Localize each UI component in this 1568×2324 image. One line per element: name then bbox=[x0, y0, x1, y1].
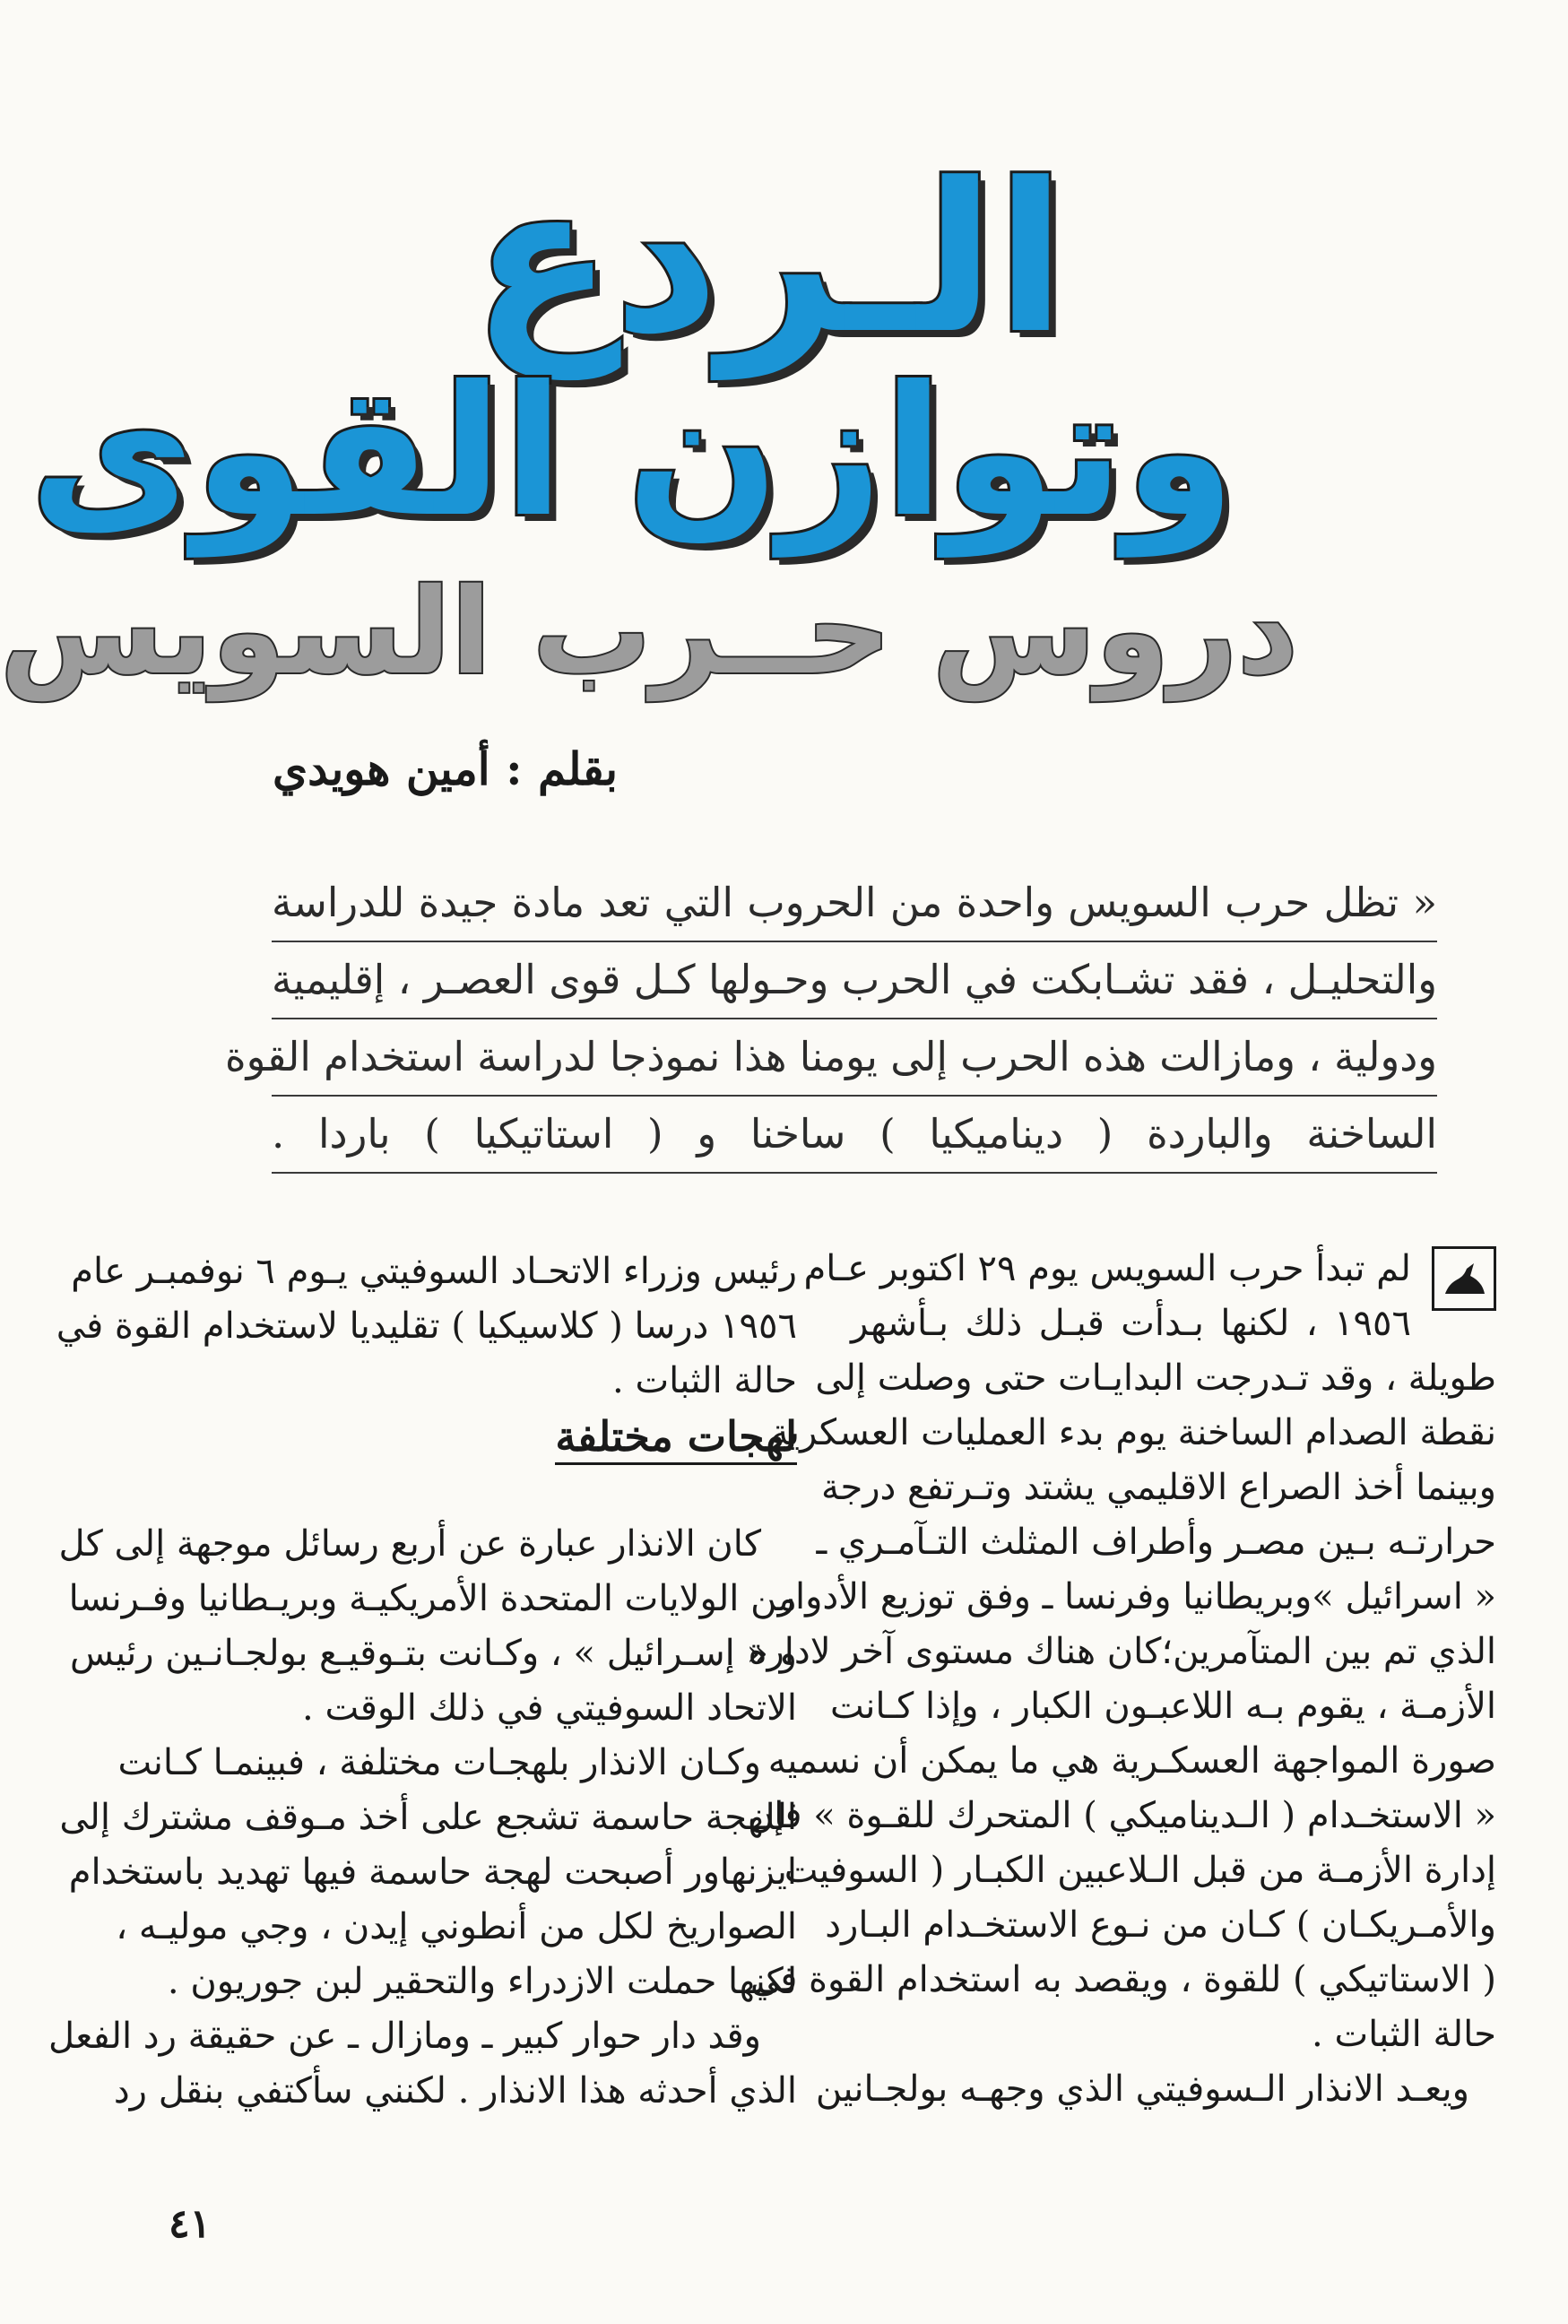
title-line-2: وتوازن القوى bbox=[29, 348, 1235, 557]
text-line: وكـان الانذار بلهجـات مختلفة ، فبينمـا كـانت bbox=[117, 1742, 761, 1783]
text-line: الصواريخ لكل من أنطوني إيدن ، وجي موليـه ، bbox=[116, 1906, 797, 1947]
text-line: الاتحاد السوفيتي في ذلك الوقت . bbox=[302, 1687, 797, 1729]
left-column-bottom bbox=[48, 1517, 797, 2119]
section-subheading: لهجات مختلفة bbox=[555, 1412, 797, 1465]
text-line: ١٩٥٦ ، لكنها بـدأت قبـل ذلك بـأشهر bbox=[851, 1303, 1411, 1344]
intro-line: الساخنة والباردة ( ديناميكيا ) ساخنا و ( استاتيكيا ) باردا . bbox=[272, 1097, 1437, 1174]
title-line-1: الـردع bbox=[472, 140, 1067, 379]
text-line: « الاستخـدام ( الـديناميكي ) المتحرك للقـوة » فإن bbox=[747, 1795, 1496, 1836]
text-line: ويعـد الانذار الـسوفيتي الذي وجهـه بولجـانين bbox=[815, 2068, 1469, 2110]
text-line: الذي تم بين المتآمرين؛كان هناك مستوى آخر لادارة bbox=[748, 1631, 1496, 1672]
text-line: حالة الثبات . bbox=[1312, 2014, 1496, 2055]
intro-line: والتحليـل ، فقد تشـابكت في الحرب وحـولها كـل قوى العصـر ، إقليمية bbox=[272, 942, 1437, 1019]
text-line: ( الاستاتيكي ) للقوة ، ويقصد به استخدام القوة في bbox=[749, 1959, 1496, 2000]
text-line: حالة الثبات . bbox=[612, 1360, 797, 1401]
text-line: لم تبدأ حرب السويس يوم ٢٩ اكتوبر عـام bbox=[803, 1248, 1411, 1289]
text-line: من الولايات المتحدة الأمريكيـة وبريـطانيا وفـرنسا bbox=[68, 1578, 797, 1619]
text-line: وقد دار حوار كبير ـ ومازال ـ عن حقيقة رد الفعل bbox=[48, 2016, 761, 2057]
page-number: ٤١ bbox=[169, 2201, 212, 2247]
text-line: صورة المواجهة العسكـرية هي ما يمكن أن نسميه bbox=[767, 1740, 1496, 1782]
text-line: الذي أحدثه هذا الانذار . لكنني سأكتفي بنقل رد bbox=[113, 2070, 797, 2112]
text-line: نقطة الصدام الساخنة يوم بدء العمليات العسكرية ، bbox=[747, 1412, 1496, 1453]
intro-line: « تظل حرب السويس واحدة من الحروب التي تعد مادة جيدة للدراسة bbox=[272, 865, 1437, 942]
text-line: رئيس وزراء الاتحـاد السوفيتي يـوم ٦ نوفمبـر عام bbox=[71, 1251, 797, 1292]
text-line: لكنها حملت الازدراء والتحقير لبن جوريون . bbox=[167, 1961, 797, 2002]
text-line: ١٩٥٦ درسا ( كلاسيكيا ) تقليديا لاستخدام القوة في bbox=[56, 1305, 797, 1347]
text-line: حرارتـه بـين مصـر وأطراف المثلث التـآمـري ـ bbox=[816, 1522, 1496, 1563]
left-column-top bbox=[56, 1244, 797, 1409]
text-line: الأزمـة ، يقوم بـه اللاعبـون الكبار ، وإذا كـانت bbox=[829, 1686, 1496, 1727]
text-line: و « إسـرائيل » ، وكـانت بتـوقيـع بولجـانـين رئيس bbox=[70, 1633, 797, 1674]
text-line: كان الانذار عبارة عن أربع رسائل موجهة إلى كل bbox=[58, 1523, 761, 1565]
text-line: ايزنهاور أصبحت لهجة حاسمة فيها تهديد باستخدام bbox=[68, 1851, 797, 1893]
text-line: « اسرائيل »وبريطانيا وفرنسا ـ وفق توزيع الأدوار bbox=[777, 1576, 1496, 1617]
text-line: والأمـريكـان ) كـان من نـوع الاستخـدام البـارد bbox=[825, 1904, 1496, 1946]
subtitle: دروس حــرب السويس bbox=[0, 563, 1298, 701]
text-line: إدارة الأزمـة من قبل الـلاعبين الكبـار ( السوفيت bbox=[784, 1850, 1496, 1891]
text-line: وبينما أخذ الصراع الاقليمي يشتد وتـرتفع درجة bbox=[821, 1467, 1496, 1508]
intro-box bbox=[225, 865, 1437, 1174]
right-column bbox=[747, 1242, 1496, 2117]
byline: بقلم : أمين هويدي bbox=[272, 742, 618, 795]
text-line: طويلة ، وقد تـدرجت البدايـات حتى وصلت إلى bbox=[815, 1357, 1496, 1399]
text-line: اللهجة حاسمة تشجع على أخذ مـوقف مشترك إلى bbox=[59, 1797, 797, 1838]
intro-line: ودولية ، ومازالت هذه الحرب إلى يومنا هذا نموذجا لدراسة استخدام القوة bbox=[272, 1019, 1437, 1097]
